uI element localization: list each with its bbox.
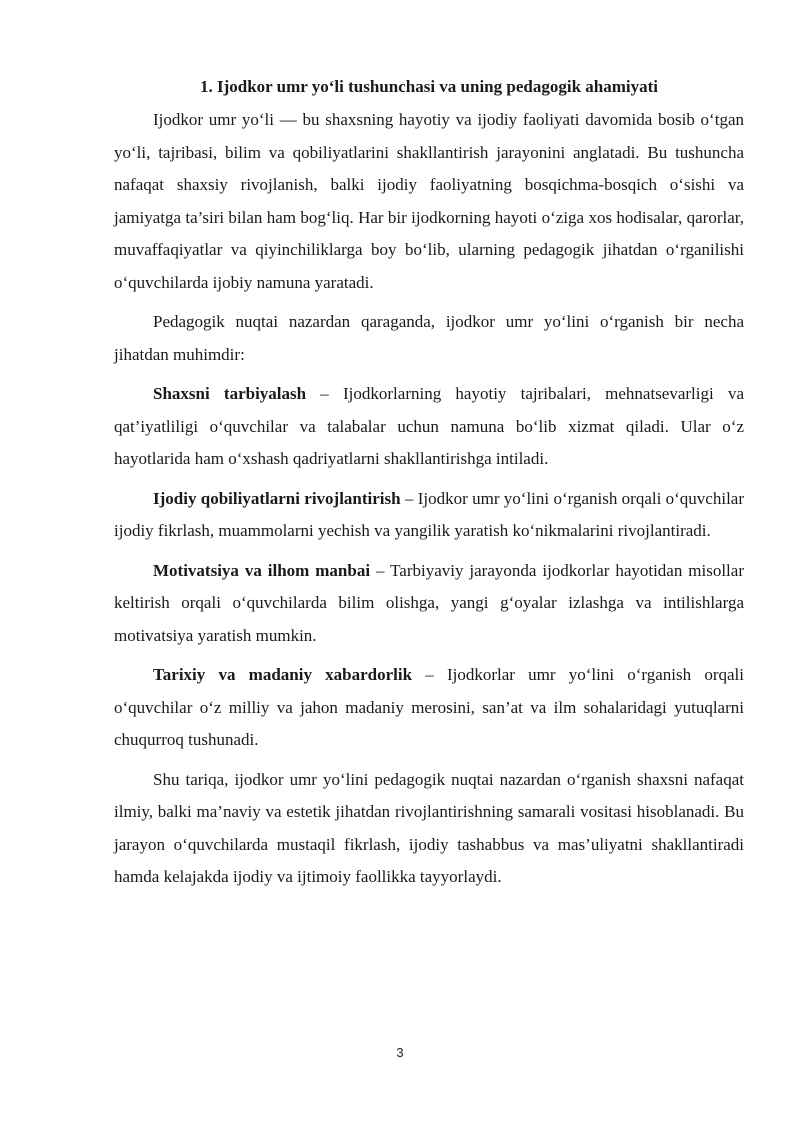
term-label: Ijodiy qobiliyatlarni rivojlantirish: [153, 488, 401, 508]
paragraph-text: – Ijodkorlarning hayotiy tajribalari, mehnatsevarligi va qat’iyatliligi o‘quvchilar va talabalar uchun namuna bo‘lib xizmat qiladi. Ular o‘z hayotlarida ham o‘xshash qadriyatlarni shakllantirishga intiladi.: [114, 384, 744, 468]
paragraph-motivatsiya: [114, 555, 744, 653]
paragraph-ijodiy-qobiliyatlar: [114, 483, 744, 548]
paragraph-shaxsni-tarbiyalash: [114, 378, 744, 476]
paragraph-text: – Ijodkorlar umr yo‘lini o‘rganish orqali o‘quvchilar o‘z milliy va jahon madaniy merosini, san’at va ilm sohalaridagi yutuqlarni chuqurroq tushunadi.: [114, 665, 744, 749]
paragraph-text: Ijodkor umr yo‘li — bu shaxsning hayotiy va ijodiy faoliyati davomida bosib o‘tgan yo‘li, tajribasi, bilim va qobiliyatlarini shakllantirish jarayonini anglatadi. Bu tushuncha nafaqat shaxsiy rivojlanish, balki ijodiy faoliyatning bosqichma-bosqich o‘sishi va jamiyatga ta’siri bilan ham bog‘liq. Har bir ijodkorning hayoti o‘ziga xos hodisalar, qarorlar, muvaffaqiyatlar va qiyinchiliklarga boy bo‘lib, ularning pedagogik jihatdan o‘rganilishi o‘quvchilarda ijobiy namuna yaratadi.: [114, 110, 744, 292]
paragraph-text: Shu tariqa, ijodkor umr yo‘lini pedagogik nuqtai nazardan o‘rganish shaxsni nafaqat ilmiy, balki ma’naviy va estetik jihatdan rivojlantirishning samarali vositasi hisoblanadi. Bu jarayon o‘quvchilarda mustaqil fikrlash, ijodiy tashabbus va mas’uliyatni shakllantiradi hamda kelajakda ijodiy va ijtimoiy faollikka tayyorlaydi.: [114, 769, 744, 886]
paragraph-text: Pedagogik nuqtai nazardan qaraganda, ijodkor umr yo‘lini o‘rganish bir necha jihatdan muhimdir:: [114, 312, 744, 364]
paragraph-text: – Ijodkor umr yo‘lini o‘rganish orqali o‘quvchilar ijodiy fikrlash, muammolarni yechish va yangilik yaratish ko‘nikmalarini rivojlantiradi.: [114, 488, 744, 540]
paragraph-lead: [114, 306, 744, 371]
paragraph-tarixiy-madaniy: [114, 659, 744, 757]
section-heading: 1. Ijodkor umr yo‘li tushunchasi va uning pedagogik ahamiyati: [199, 77, 658, 96]
page-number: 3: [396, 1045, 404, 1060]
term-label: Motivatsiya va ilhom manbai: [153, 560, 371, 580]
term-label: Tarixiy va madaniy xabardorlik: [153, 665, 413, 684]
paragraph-text: – Tarbiyaviy jarayonda ijodkorlar hayotidan misollar keltirish orqali o‘quvchilarda bilim olishga, yangi g‘oyalar izlashga va intilishlarga motivatsiya yaratish mumkin.: [114, 560, 744, 645]
term-label: Shaxsni tarbiyalash: [153, 384, 307, 403]
paragraph-conclusion: [114, 764, 744, 894]
paragraph-intro: [114, 104, 744, 299]
